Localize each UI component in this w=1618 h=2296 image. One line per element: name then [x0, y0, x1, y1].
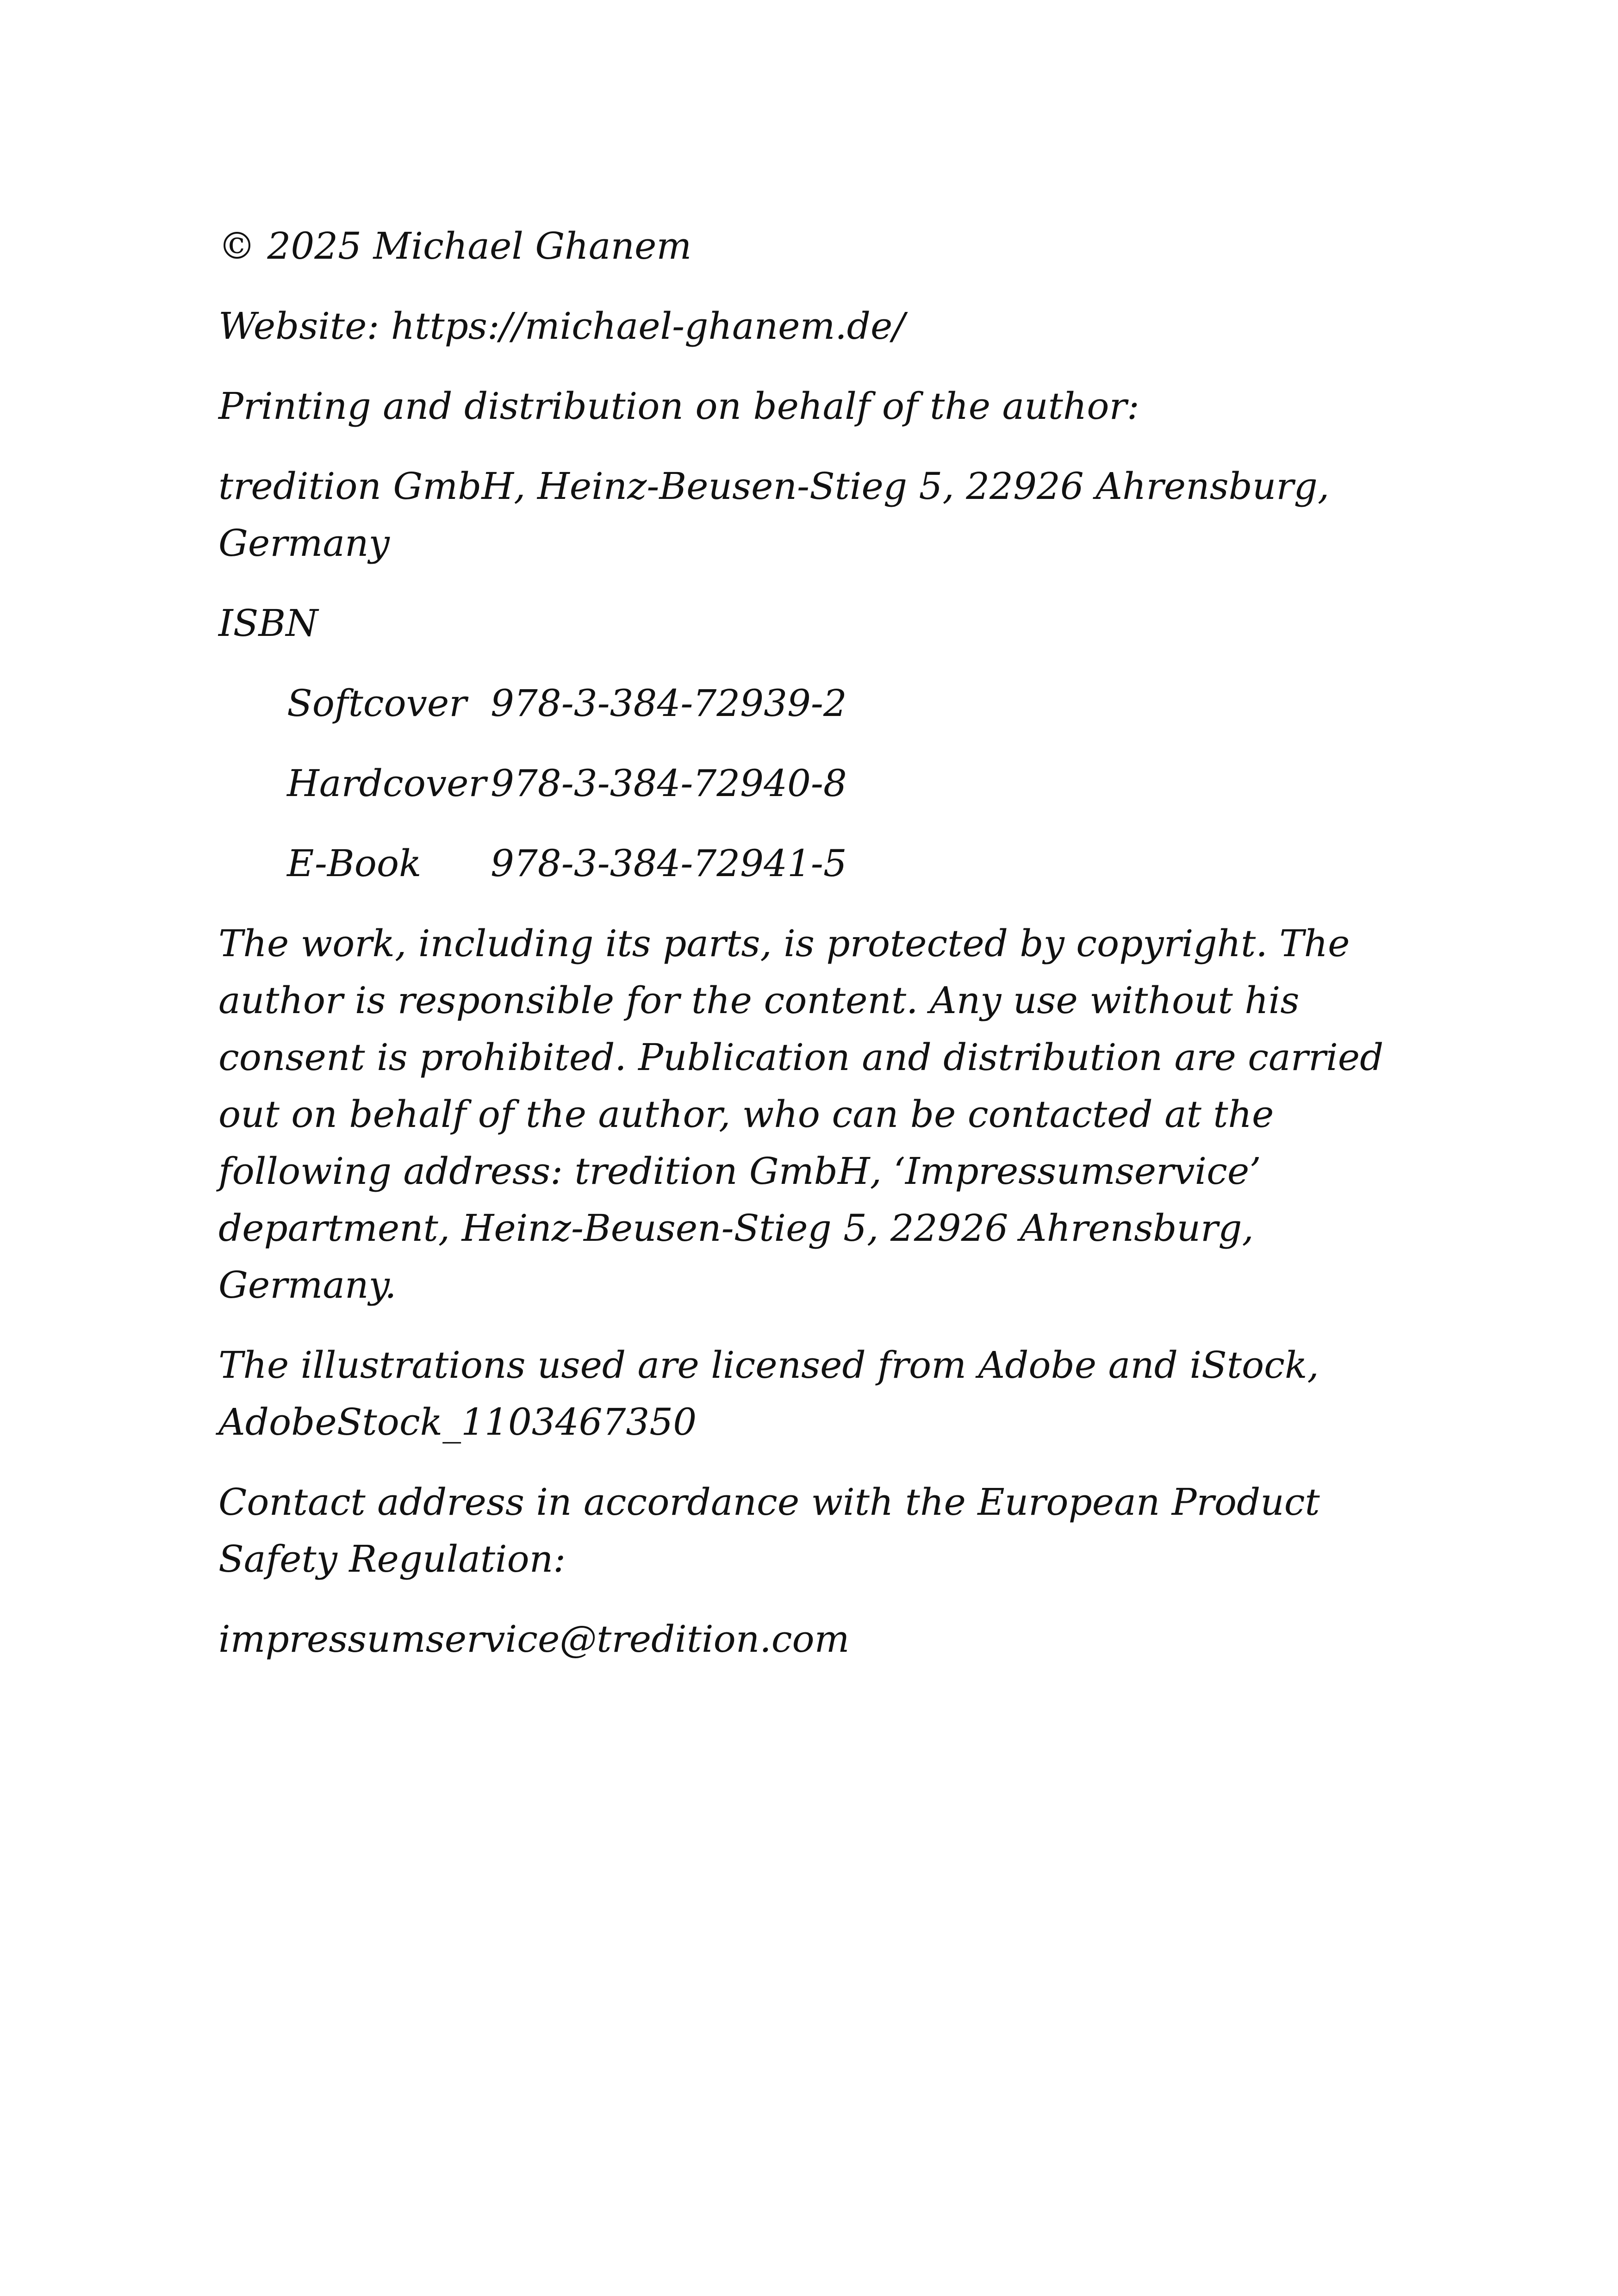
website-line: Website: https://michael-ghanem.de/ — [218, 305, 905, 348]
publisher-address: tredition GmbH, Heinz-Beusen-Stieg 5, 22926 Ahrensburg, Germany — [218, 465, 1330, 565]
isbn-list — [287, 675, 1422, 892]
illustrations-notice: The illustrations used are licensed from Adobe and iStock, AdobeStock_1103467350 — [218, 1344, 1319, 1444]
contact-label: Contact address in accordance with the European Product Safety Regulation: — [218, 1481, 1320, 1580]
isbn-label: ISBN — [218, 602, 318, 645]
contact-email: impressumservice@tredition.com — [218, 1618, 850, 1661]
copyright-notice: The work, including its parts, is protected by copyright. The author is responsible for the content. Any use without his consent is prohibited. Publication and distribution are carried out on behalf of the author, who can be contacted at the following address: tredition GmbH, ‘Impressumservice’ department, Heinz-Beusen-Stieg 5, 22926 Ahrensburg, Germany. — [218, 922, 1384, 1307]
isbn-number: 978-3-384-72939-2 — [491, 682, 847, 725]
isbn-format: Softcover — [287, 682, 467, 725]
isbn-row-hardcover — [287, 755, 1422, 812]
copyright-line: © 2025 Michael Ghanem — [218, 224, 692, 268]
isbn-number: 978-3-384-72941-5 — [491, 842, 847, 885]
isbn-row-softcover — [287, 675, 1422, 732]
isbn-number: 978-3-384-72940-8 — [491, 762, 847, 805]
isbn-row-ebook — [287, 835, 1422, 892]
printing-label: Printing and distribution on behalf of the author: — [218, 385, 1139, 428]
isbn-format: Hardcover — [287, 762, 486, 805]
imprint-content — [218, 218, 1422, 1691]
isbn-format: E-Book — [287, 842, 422, 885]
